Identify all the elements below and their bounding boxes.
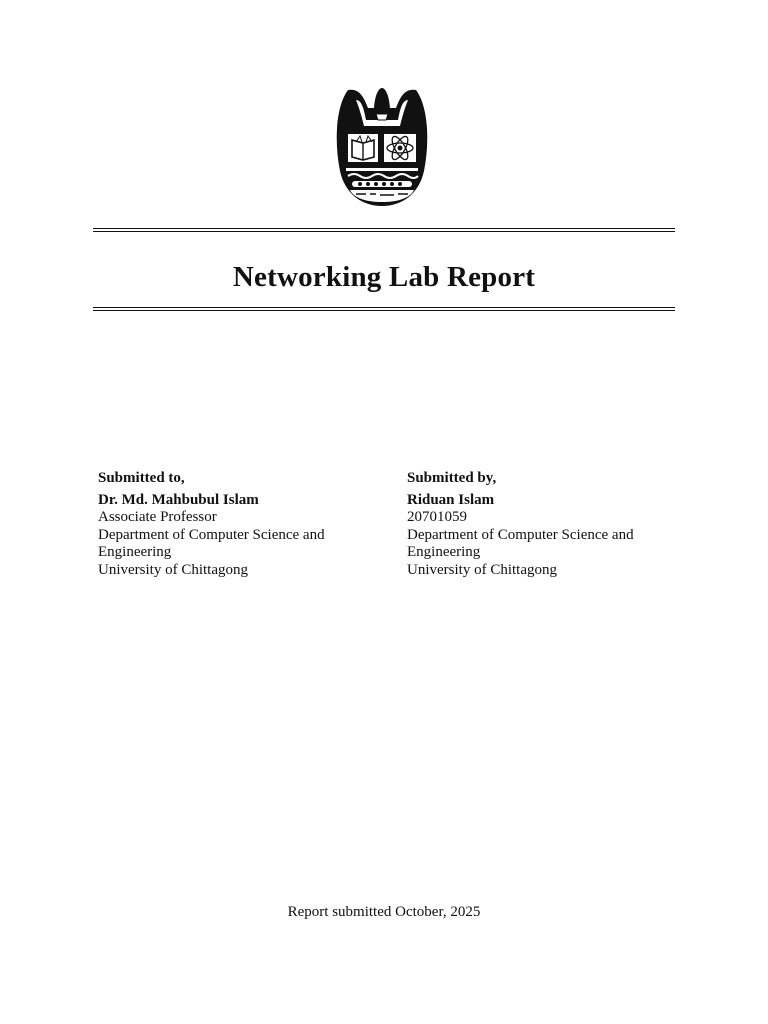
supervisor-department-line1: Department of Computer Science and bbox=[98, 526, 325, 543]
submitted-to-block bbox=[98, 470, 368, 579]
student-name: Riduan Islam bbox=[407, 491, 495, 508]
submitted-by-block bbox=[407, 470, 677, 579]
student-id: 20701059 bbox=[407, 509, 467, 525]
submitted-by-heading: Submitted by, bbox=[407, 470, 497, 486]
student-department-line2: Engineering bbox=[407, 544, 481, 560]
university-seal-icon bbox=[334, 86, 430, 208]
title-rule-top bbox=[93, 228, 675, 232]
student-department-line1: Department of Computer Science and bbox=[407, 526, 634, 543]
submission-date: Report submitted October, 2025 bbox=[287, 904, 481, 920]
supervisor-department-line2: Engineering bbox=[98, 544, 172, 560]
student-university: University of Chittagong bbox=[407, 561, 557, 578]
submitted-to-heading: Submitted to, bbox=[98, 470, 185, 486]
page-title: Networking Lab Report bbox=[232, 261, 536, 293]
title-rule-bottom bbox=[93, 307, 675, 311]
supervisor-name: Dr. Md. Mahbubul Islam bbox=[98, 491, 259, 508]
supervisor-university: University of Chittagong bbox=[98, 561, 248, 578]
supervisor-position: Associate Professor bbox=[98, 509, 217, 525]
